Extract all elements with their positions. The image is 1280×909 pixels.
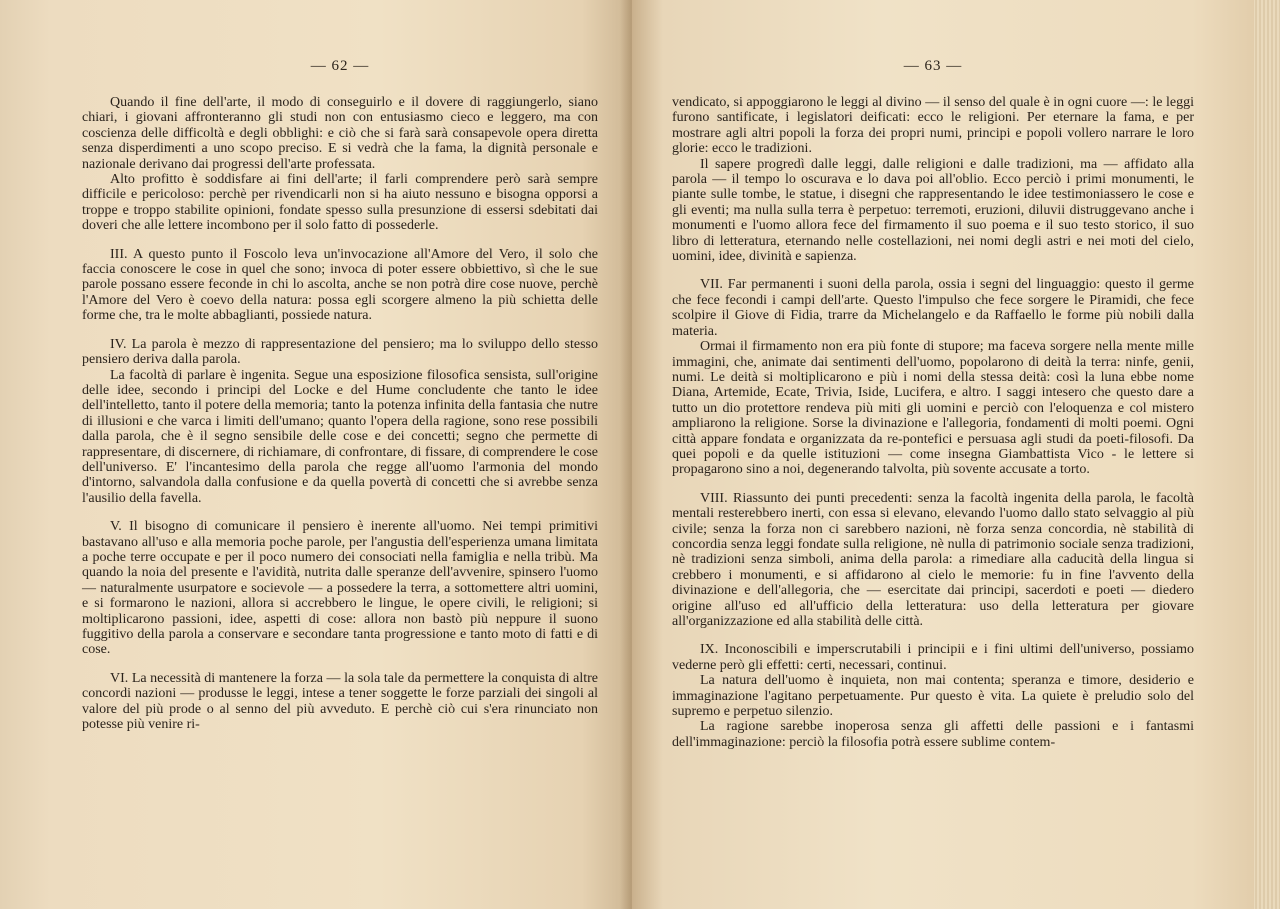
page-number: — 63 —	[903, 58, 963, 74]
paragraph: La natura dell'uomo è inquieta, non mai contenta; speranza e timore, desiderio e immaginazione l'agitano perpetuamente. Pur questo è vita. La quiete è preludio solo del supremo e perpetuo silenzio.	[672, 673, 1194, 720]
paragraph: vendicato, si appoggiarono le leggi al divino — il senso del quale è in ogni cuore —: le leggi furono santificate, i legislatori deificati: ecco le religioni. Per eternare la fama, e per mostrare agli altri popoli la forza dei propri numi, principi e popoli vollero narrare le loro glorie: ecco le tradizioni.	[672, 95, 1194, 157]
paragraph: IX. Inconoscibili e imperscrutabili i principii e i fini ultimi dell'universo, possiamo vederne però gli effetti: certi, necessari, continui.	[672, 642, 1194, 673]
page-edges	[1254, 0, 1280, 909]
right-page	[632, 0, 1254, 909]
paragraph: Quando il fine dell'arte, il modo di conseguirlo e il dovere di raggiungerlo, siano chiari, i giovani affronteranno gli studi non con entusiasmo cieco e leggero, ma con coscienza delle difficoltà e degli obblighi: e ciò che si farà sarà consapevole opera diretta senza disperdimenti a uno scopo preciso. E si vedrà che la fama, la dignità personale e nazionale derivano dai progressi dell'arte professata.	[82, 95, 598, 172]
paragraph: Alto profitto è soddisfare ai fini dell'arte; il farli comprendere però sarà sempre difficile e pericoloso: perchè per rivendicarli non si ha aiuto nessuno e bisogna opporsi a troppe e troppo stabilite opinioni, fondate spesso sulla presunzione di essersi sdebitati dai doveri che alle lettere incombono per il solo fatto di possederle.	[82, 172, 598, 234]
paragraph: Ormai il firmamento non era più fonte di stupore; ma faceva sorgere nella mente mille immagini, che, animate dai sentimenti dell'uomo, popolarono di deità la terra: ninfe, genii, numi. Le deità si moltiplicarono e più i nomi della stessa deità: così la luna ebbe nome Diana, Artemide, Ecate, Trivia, Iside, Lucifera, e altro. I saggi intesero che questo dare a tutto un dio protettore rendeva più miti gli uomini e perciò con l'eloquenza e col mistero ampliarono la religione. Sorse la divinazione e l'allegoria, fondamenti di molti poemi. Ogni città appare fondata e organizzata da re-pontefici e persuasa agli studi da poeti-filosofi. Da quei popoli e da quelle istituzioni — come insegna Giambattista Vico - le lettere si propagarono sino a noi, degenerando talvolta, più sovente accusate a torto.	[672, 339, 1194, 478]
paragraph: VIII. Riassunto dei punti precedenti: senza la facoltà ingenita della parola, le facoltà mentali resterebbero inerti, con essa si elevano, elevando l'uomo dallo stato selvaggio al più civile; senza la forza non ci sarebbero nazioni, nè forza senza concordia, nè stabilità di concordia senza leggi fondate sulla religione, nè nulla di patrimonio sociale senza tradizioni, nè tradizioni senza simboli, anima della parola: a rimediare alla caducità della lingua si crebbero i monumenti, e si affidarono al cielo le memorie: fu in fine l'avvento della divinazione e dell'allegoria, che — esercitate dai principi, sacerdoti e poeti — diedero origine all'uso ed all'ufficio della letteratura: uso della letteratura per giovare all'organizzazione ed alla stabilità delle città.	[672, 490, 1194, 629]
paragraph: La facoltà di parlare è ingenita. Segue una esposizione filosofica sensista, sull'origine delle idee, secondo i principi del Locke e del Hume concludente che tanto le idee dell'intelletto, tanto il potere della memoria; tanto la potenza infinita della fantasia che nutre di illusioni e che varca i limiti dell'umano; quanto l'opera della ragione, sono rese possibili dalla parola, che è il segno sensibile delle cose e dei concetti; segno che permette di rappresentare, di discernere, di richiamare, di confrontare, di fissare, di comprendere le cose dell'universo. E' l'incantesimo della parola che regge all'uomo l'armonia del mondo d'intorno, salvandola dalla confusione e da quella povertà di concetti che si avrebbe senza l'ausilio della favella.	[82, 367, 598, 506]
paragraph: V. Il bisogno di comunicare il pensiero è inerente all'uomo. Nei tempi primitivi bastavano all'uso e alla memoria poche parole, per l'angustia dell'esperienza umana limitata a poche terre occupate e per il poco numero dei consociati nella famiglia e nella tribù. Ma quando la noia del presente e l'avidità, nutrita dalle speranze dell'avvenire, spinsero l'uomo — naturalmente usurpatore e socievole — a possedere la terra, a sottomettere altri uomini, e si formarono le nazioni, allora si accrebbero le lingue, le opere civili, le religioni; si moltiplicarono passioni, idee, aspetti di cose: allora non bastò più neppure il suono fuggitivo della parola a conservare e secondare tanta progressione e tanto moto di fatti e di cose.	[82, 519, 598, 658]
paragraph: IV. La parola è mezzo di rappresentazione del pensiero; ma lo sviluppo dello stesso pensiero deriva dalla parola.	[82, 336, 598, 368]
paragraph: III. A questo punto il Foscolo leva un'invocazione all'Amore del Vero, il solo che faccia conoscere le cose in quel che sono; invoca di poter essere obbiettivo, sì che le sue parole possano essere feconde in chi lo ascolta, anche se non potrà dire cose nuove, perchè l'Amore del Vero è coevo della natura: possa egli scorgere almeno la più schietta delle forme che, tra le molte abbaglianti, possiede natura.	[82, 246, 598, 324]
paragraph: Il sapere progredì dalle leggi, dalle religioni e dalle tradizioni, ma — affidato alla parola — il tempo lo oscurava e lo dava poi all'oblio. Ecco perciò i primi monumenti, le piante sulle tombe, le statue, i disegni che rappresentando le idee testimoniassero le cose e gli eventi; ma nulla sulla terra è perpetuo: terremoti, eruzioni, diluvii distruggevano anche i monumenti e l'uomo allora fece del firmamento il suo poema e il suo testo storico, il suo libro di letteratura, eternando nelle costellazioni, nei nomi degli astri e nei moti del cielo, uomini, idee, divinità e sapienza.	[672, 156, 1194, 265]
paragraph: VII. Far permanenti i suoni della parola, ossia i segni del linguaggio: questo il germe che fece fecondi i campi dell'arte. Questo l'impulso che fece sorgere le Piramidi, che fece scolpire il Giove di Fidia, trarre da Michelangelo e da Raffaello le forme più nobili dalla materia.	[672, 277, 1194, 339]
left-page	[0, 0, 632, 909]
paragraph: VI. La necessità di mantenere la forza — la sola tale da permettere la conquista di altre concordi nazioni — produsse le leggi, intese a tener soggette le forze parziali dei singoli al valore del più prode o al senno del più avveduto. E perchè ciò cui s'era rinunciato non potesse più venire ri-	[82, 670, 598, 733]
page-number: — 62 —	[310, 58, 370, 74]
paragraph: La ragione sarebbe inoperosa senza gli affetti delle passioni e i fantasmi dell'immaginazione: perciò la filosofia potrà essere sublime contem-	[672, 719, 1194, 750]
